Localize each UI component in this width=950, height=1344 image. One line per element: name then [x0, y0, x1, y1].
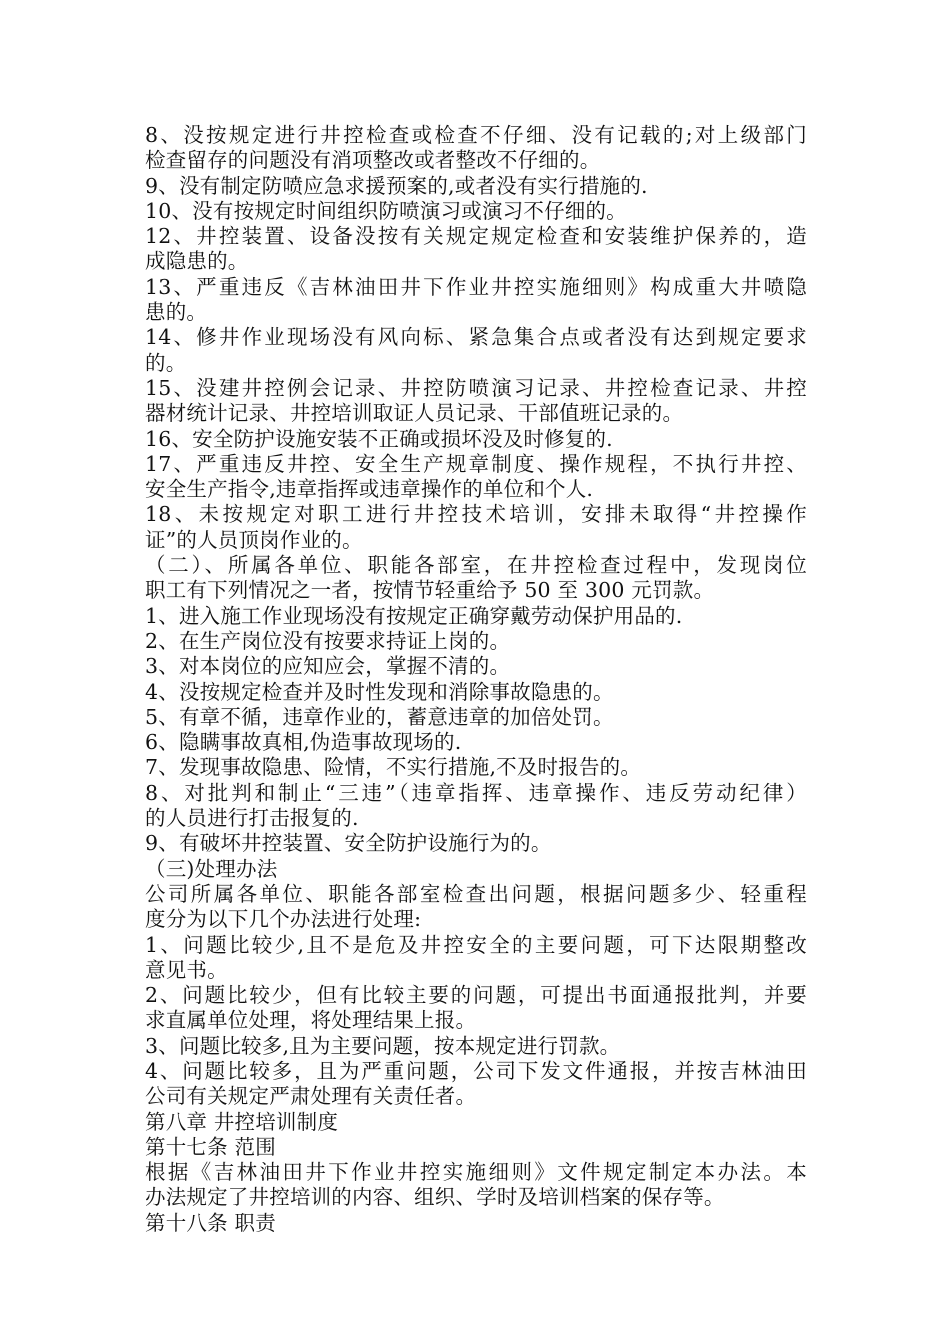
text-line: 1、进入施工作业现场没有按规定正确穿戴劳动保护用品的.: [145, 603, 683, 628]
section-heading: （三)处理办法: [145, 856, 278, 881]
article-heading: 第十七条 范围: [145, 1134, 276, 1159]
text-line: 14、修井作业现场没有风向标、紧急集合点或者没有达到规定要求: [145, 325, 807, 350]
article-heading: 第十八条 职责: [145, 1210, 276, 1235]
text-line: 9、没有制定防喷应急求援预案的,或者没有实行措施的.: [145, 173, 648, 198]
text-line: 3、对本岗位的应知应会，掌握不清的。: [145, 654, 511, 679]
text-line: 公司所属各单位、职能各部室检查出问题，根据问题多少、轻重程: [145, 881, 807, 906]
text-line: 17、严重违反井控、安全生产规章制度、操作规程，不执行井控、: [145, 451, 807, 476]
text-line: 18、未按规定对职工进行井控技术培训，安排未取得“井控操作: [145, 502, 807, 527]
text-line: 安全生产指令,违章指挥或违章操作的单位和个人.: [145, 477, 594, 502]
text-line: 7、发现事故隐患、险情，不实行措施,不及时报告的。: [145, 755, 642, 780]
text-line: 求直属单位处理，将处理结果上报。: [145, 1008, 477, 1033]
text-line: 的人员进行打击报复的.: [145, 806, 359, 831]
text-line: 根据《吉林油田井下作业井控实施细则》文件规定制定本办法。本: [145, 1160, 807, 1185]
chapter-heading: 第八章 井控培训制度: [145, 1109, 339, 1134]
text-line: 4、没按规定检查并及时性发现和消除事故隐患的。: [145, 679, 614, 704]
text-line: 检查留存的问题没有消项整改或者整改不仔细的。: [145, 148, 601, 173]
text-line: 成隐患的。: [145, 249, 249, 274]
text-line: 12、井控装置、设备没按有关规定规定检查和安装维护保养的，造: [145, 224, 807, 249]
text-line: 8、没按规定进行井控检查或检查不仔细、没有记载的;对上级部门: [145, 123, 807, 147]
text-line: 1、问题比较少,且不是危及井控安全的主要问题，可下达限期整改: [145, 932, 807, 957]
text-line: 8、对批判和制止“三违”（违章指挥、违章操作、违反劳动纪律）: [145, 780, 807, 805]
document-body: [145, 123, 807, 1236]
text-line: 器材统计记录、井控培训取证人员记录、干部值班记录的。: [145, 401, 684, 426]
text-line: 职工有下列情况之一者，按情节轻重给予 50 至 300 元罚款。: [145, 578, 715, 603]
text-line: 15、没建井控例会记录、井控防喷演习记录、井控检查记录、井控: [145, 375, 807, 400]
text-line: 的。: [145, 350, 187, 375]
text-line: 度分为以下几个办法进行处理:: [145, 907, 422, 932]
text-line: 6、隐瞒事故真相,伪造事故现场的.: [145, 730, 462, 755]
text-line: 3、问题比较多,且为主要问题，按本规定进行罚款。: [145, 1033, 621, 1058]
text-line: 公司有关规定严肃处理有关责任者。: [145, 1084, 477, 1109]
text-line: 4、问题比较多，且为严重问题，公司下发文件通报，并按吉林油田: [145, 1058, 807, 1083]
text-line: 9、有破坏井控装置、安全防护设施行为的。: [145, 831, 552, 856]
text-line: 证”的人员顶岗作业的。: [145, 527, 363, 552]
text-line: 患的。: [145, 300, 208, 325]
text-line: 10、没有按规定时间组织防喷演习或演习不仔细的。: [145, 198, 627, 223]
text-line: 意见书。: [145, 957, 228, 982]
text-line: 5、有章不循，违章作业的，蓄意违章的加倍处罚。: [145, 704, 614, 729]
text-line: 2、问题比较少，但有比较主要的问题，可提出书面通报批判，并要: [145, 983, 807, 1008]
text-line: 办法规定了井控培训的内容、组织、学时及培训档案的保存等。: [145, 1185, 725, 1210]
text-line: （二）、所属各单位、职能各部室，在井控检查过程中，发现岗位: [145, 553, 807, 578]
text-line: 16、安全防护设施安装不正确或损坏没及时修复的.: [145, 426, 613, 451]
text-line: 2、在生产岗位没有按要求持证上岗的。: [145, 628, 511, 653]
text-line: 13、严重违反《吉林油田井下作业井控实施细则》构成重大井喷隐: [145, 274, 807, 299]
